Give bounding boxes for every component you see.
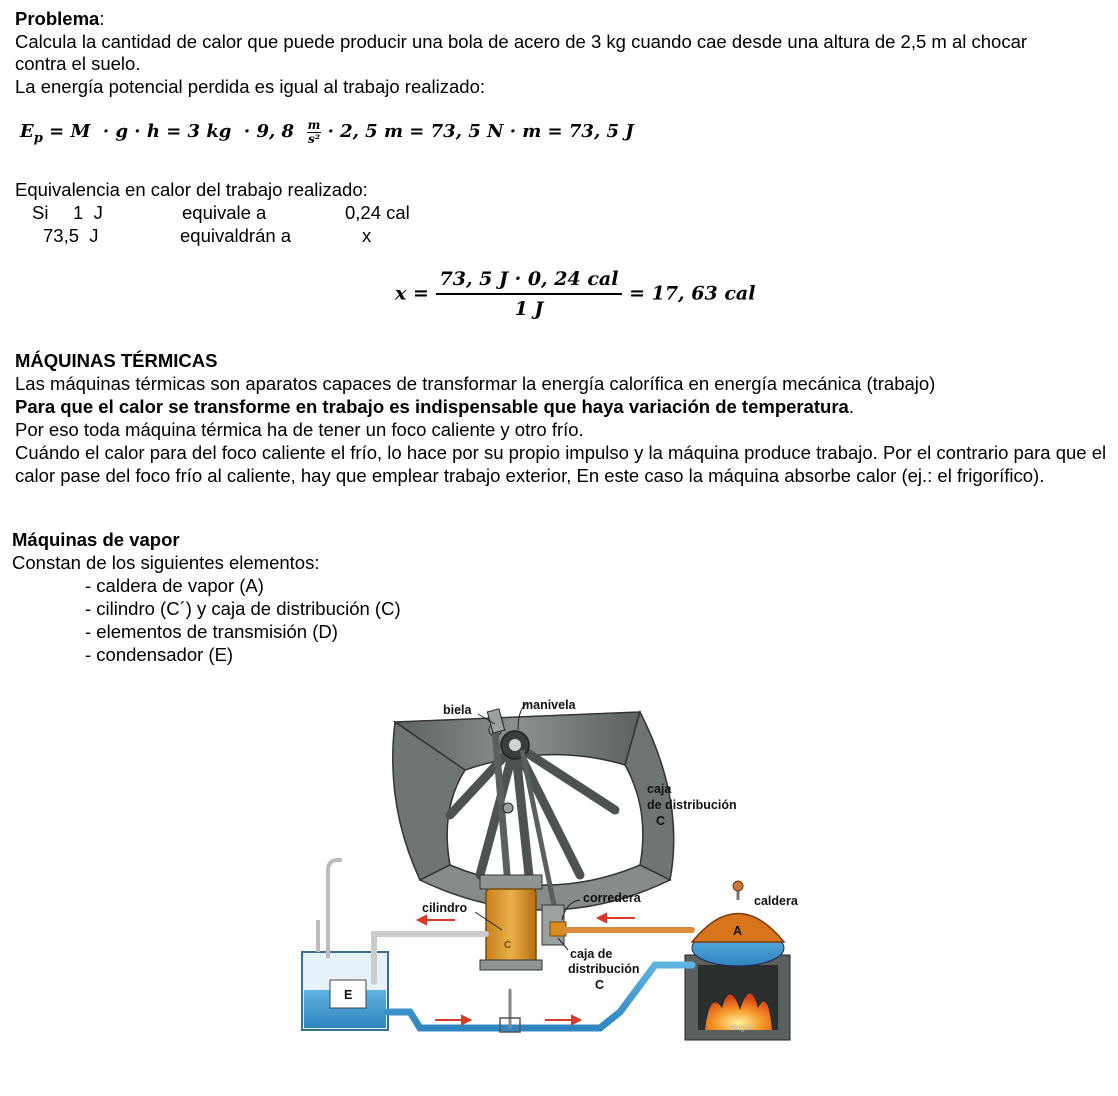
label-caja-top-3: C	[656, 814, 666, 828]
label-manivela: manivela	[522, 698, 576, 712]
label-caja-top-2: de distribución	[647, 798, 737, 812]
equation-potential-energy	[20, 117, 634, 154]
label-caja-bot-2: distribución	[568, 962, 640, 976]
problem-intro: La energía potencial perdida es igual al trabajo realizado:	[15, 76, 486, 97]
thermal-line2-end: .	[848, 396, 854, 417]
equation1-unit-fraction	[307, 119, 322, 146]
label-letter-a: A	[733, 924, 743, 938]
equation2-fraction	[436, 265, 623, 323]
equation1-unit-num: m	[307, 117, 321, 132]
steam-item-cylinder: - cilindro (C´) y caja de distribución (C)	[85, 598, 401, 619]
equivalence-row2-result: x	[362, 225, 372, 246]
thermal-line3: Por eso toda máquina térmica ha de tener un foco caliente y otro frío.	[15, 419, 584, 440]
equation1-mid: = M · g · h = 3 kg · 9, 8	[49, 121, 301, 142]
label-caja-bot-3: C	[595, 978, 605, 992]
equation1-lhs: E	[20, 121, 34, 142]
thermal-line2	[15, 395, 854, 418]
equivalence-row2-value: 73,5 J	[43, 225, 99, 246]
thermal-line1: Las máquinas térmicas son aparatos capaces de transformar la energía calorífica en energía mecánica (trabajo)	[15, 373, 936, 394]
label-letter-e: E	[344, 988, 353, 1002]
label-biela: biela	[443, 703, 472, 717]
equation2-numerator: 73, 5 J · 0, 24 cal	[436, 265, 623, 295]
equivalence-row2-verb: equivaldrán a	[180, 225, 292, 246]
label-letter-c: C	[504, 940, 512, 951]
problem-heading-colon: :	[99, 8, 105, 29]
label-caja-bot-1: caja de	[570, 947, 613, 961]
problem-statement-line2: contra el suelo.	[15, 53, 141, 74]
equation1-unit-den: s²	[307, 131, 320, 146]
steam-engine-diagram	[290, 690, 810, 1050]
steam-item-condenser: - condensador (E)	[85, 644, 234, 665]
equivalence-row1-value: 1 J	[73, 202, 103, 223]
label-hogar: Hogar	[730, 1023, 752, 1032]
equation-heat	[395, 265, 755, 323]
steam-item-transmission: - elementos de transmisión (D)	[85, 621, 338, 642]
label-corredera: corredera	[583, 891, 641, 905]
thermal-line2-bold: Para que el calor se transforme en trabajo es indispensable que haya variación de temperatura	[15, 396, 849, 417]
equation1-rest: · 2, 5 m = 73, 5 N · m = 73, 5 J	[327, 121, 634, 142]
thermal-paragraph: Cuándo el calor para del foco caliente el frío, lo hace por su propio impulso y la máquina produce trabajo. Por el contrario para que el calor pase del foco frío al caliente, hay que emplear trabajo exterior, En este caso la máquina absorbe calor (ej.: el frigorífico).	[15, 442, 1107, 486]
label-cilindro: cilindro	[422, 901, 468, 915]
equivalence-title: Equivalencia en calor del trabajo realizado:	[15, 179, 368, 200]
problem-heading	[15, 7, 104, 30]
label-caldera: caldera	[754, 894, 798, 908]
equation2-rhs: = 17, 63 cal	[629, 282, 756, 305]
equation1-lhs-sub: p	[33, 131, 43, 146]
equation2-denominator: 1 J	[514, 298, 544, 320]
thermal-heading: MÁQUINAS TÉRMICAS	[15, 350, 218, 371]
equivalence-row1-result: 0,24 cal	[345, 202, 410, 223]
steam-item-boiler: - caldera de vapor (A)	[85, 575, 264, 596]
label-caja-top-1: caja	[647, 782, 672, 796]
problem-statement-line1: Calcula la cantidad de calor que puede producir una bola de acero de 3 kg cuando cae desde una altura de 2,5 m al chocar	[15, 31, 1028, 52]
steam-intro: Constan de los siguientes elementos:	[12, 552, 320, 573]
equivalence-row1-prefix: Si	[32, 202, 49, 223]
equivalence-row1-verb: equivale a	[182, 202, 267, 223]
equation2-lhs: x =	[395, 282, 429, 305]
steam-heading: Máquinas de vapor	[12, 529, 180, 550]
problem-heading-text: Problema	[15, 8, 100, 29]
